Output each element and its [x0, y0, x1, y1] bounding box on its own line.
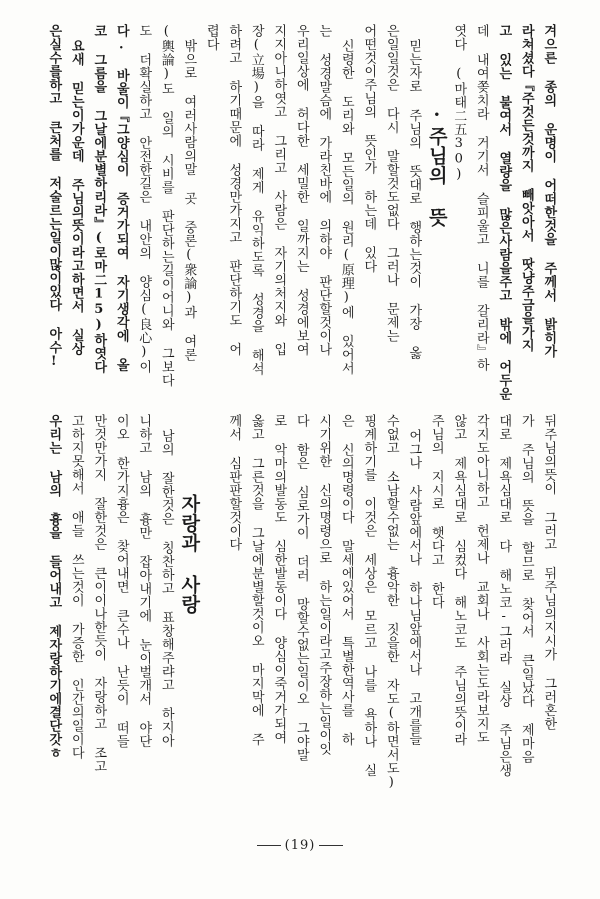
section-heading: ·주님의 뜻 [425, 104, 448, 227]
text-column: 핑계하기를 이것은 세상은 모르고 나를 욕하나 실 [361, 414, 377, 777]
text-column: 만것만가지 잘한것은 큰이이나한듯이 자랑하고 조고 [91, 414, 107, 773]
text-column: 밖으로 여러사람의말 곳 중론(衆論)과 여론 [181, 39, 197, 362]
page-number: (19) [0, 838, 600, 853]
text-column: 도 더확실하고 안전한길은 내안의 양심(良心)이 [136, 24, 152, 374]
text-column: 은일일것은 다시 말할것도없다 그러나 문제는 [383, 24, 399, 343]
text-column: 뒤주님의뜻이 그러고 뒤주님의지시가 그러혼한 [541, 414, 557, 731]
text-column: 가 주님의 뜻을 할므로 찾어서 큰일났다 제마음 [518, 414, 534, 764]
text-column: 다. 바울이『그양심이 증거가되여 자기생각에 올 [113, 24, 129, 372]
text-column: 신령한 도리와 모든일의 원리(原理)에 있어서 [338, 39, 354, 375]
text-column: 않고 제욕심대로 심컸다 해노코도 주님의뜻이라 [451, 414, 467, 746]
text-column: 어떤것이주님의 뜻인가 하는데 있다 [361, 24, 377, 273]
lower-text-block [38, 414, 560, 814]
text-column: 고하지못해서 애들 쓰는것이 가증한 인간의일이다 [68, 414, 84, 760]
text-column: 는 성경말슴에 가라친바에 의하야 판단할것이나 [316, 24, 332, 356]
text-column: 로 악마의발동도 심한발동이다 양심이죽거가되여 [271, 414, 287, 744]
text-column: 옳고 그른것을 그날에분별할것이오 마지막에 주 [248, 414, 264, 746]
text-column: 겨으른 종의 운명이 어떠한것을 주께서 밝히가 [541, 24, 557, 358]
text-column: 주님의 지시로 햇다고 한다 [428, 414, 444, 609]
text-column: 우리일상에 허다한 세밀한 일까지는 성경에보여 [293, 24, 309, 356]
text-column: 장(立場)을 따라 제게 유익하도록 성경을 해석 [248, 24, 264, 376]
text-column: 각지도아니하고 헌제나 교회나 사회는도라보지도 [473, 414, 489, 744]
text-column: 남의 잘한것은 칭찬하고 표창해주랴고 하지아 [158, 429, 174, 748]
text-column: 라쳐셨다『주것든것까지 빼앗아서 땃냥주금을가지 [518, 24, 534, 352]
text-column: 은 신의명령이다 말세에있어서 특별한역사를 하 [338, 414, 354, 746]
text-column: 고 있는 불여서 열량을 많은사람을주고 밖에 어두운 [496, 24, 512, 401]
section-heading: 자랑과 사랑 [178, 494, 201, 614]
text-column: 니하고 남의 흉만 잡아내기에 눈이벌개서 야단 [136, 414, 152, 748]
text-column: 시기위한 신의명령으로 하는일이라고주장하는일이잇 [316, 414, 332, 756]
text-column: 코 그름을 그날에분별하리라』(로마二15)하엿다 [91, 24, 107, 374]
text-column: (輿論)도 일의 시비를 판단하는길이어니와 그보다 [158, 24, 174, 387]
text-column: 우리는 남의 흉을 들어내고 제자랑하기에결단갓ㅎ [46, 414, 62, 760]
blank-column [200, 414, 223, 814]
text-column: 요새 믿는이가운데 주님의뜻이라고하면서 실상 [68, 39, 84, 356]
text-column: 이오 한가지흉은 찾어내면 큰수나 난듯이 떠들 [113, 414, 129, 748]
text-column: 엿다 (마태二五30) [451, 24, 467, 183]
text-column: 어그나 사람앞에서나 하나님앞에서나 고개를들 [406, 429, 422, 746]
text-column: 은실수를하고 큰처를 저술르는일이많이있다 아수! [46, 24, 62, 370]
text-column: 렵다 [203, 24, 219, 51]
text-column: 믿는자로 주님의 뜻대로 행하는것이 가장 옳 [406, 39, 422, 360]
text-column: 하려고 하기때문에 성경만가지고 판단하기도 어 [226, 24, 242, 356]
text-column: 데 내여쫒치라 거기서 슬피울고 니를 갈리라』하 [473, 24, 489, 372]
text-column: 수없고 소남할수없는 흉악한 짓을한 자도(하면서도) [383, 414, 399, 791]
text-column: 께서 심판판할것이다 [226, 414, 242, 551]
text-column: 다 함은 심로가이 더러 망할수없는일이오 그야말 [293, 414, 309, 762]
text-column: 지지아니하엿고 그리고 사람은 자기의처지와 입 [271, 24, 287, 356]
text-column: 대로 제욕심대로 다 해노코-그러라 실상 주님은생 [496, 414, 512, 777]
